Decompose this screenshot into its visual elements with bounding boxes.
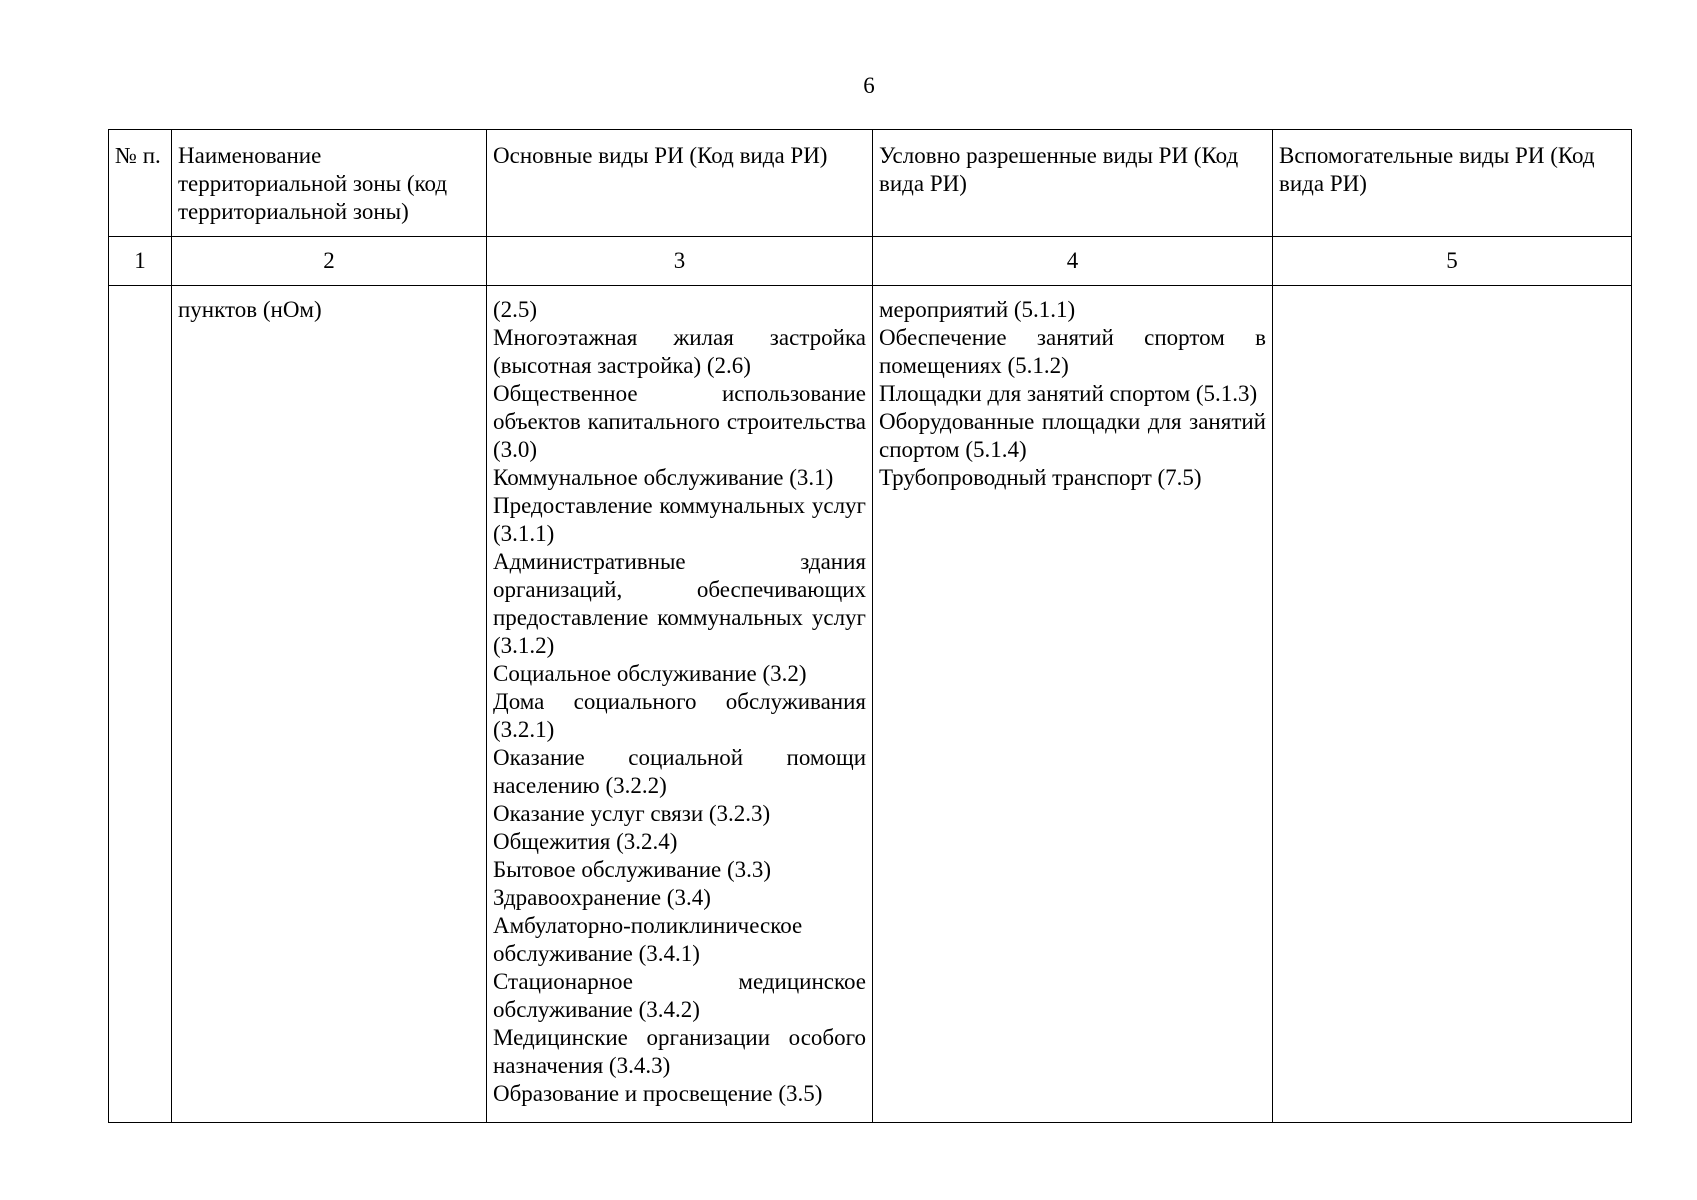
main-use-item: Бытовое обслуживание (3.3) [493, 857, 772, 882]
main-use-item: Многоэтажная жилая застройка (высотная застройка) (2.6) [493, 325, 866, 378]
conditional-uses-cell [873, 286, 1273, 1123]
header-cell-zone-name: Наименование территориальной зоны (код территориальной зоны) [172, 130, 487, 237]
main-use-item: Амбулаторно-поликлиническое обслуживание (3.4.1) [493, 913, 803, 966]
zone-name-cell: пунктов (нОм) [172, 286, 487, 1123]
column-number-cell: 4 [873, 237, 1273, 286]
conditional-use-item: Площадки для занятий спортом (5.1.3) [879, 381, 1258, 406]
main-use-item: Административные здания организаций, обеспечивающих предоставление коммунальных услуг (3.1.2) [493, 549, 866, 658]
main-use-item: Оказание социальной помощи населению (3.2.2) [493, 745, 866, 798]
column-number-cell: 5 [1273, 237, 1632, 286]
zoning-table [108, 129, 1632, 1123]
main-use-item: Общественное использование объектов капитального строительства (3.0) [493, 381, 866, 462]
conditional-use-item: Трубопроводный транспорт (7.5) [879, 465, 1202, 490]
header-cell-auxiliary-uses: Вспомогательные виды РИ (Код вида РИ) [1273, 130, 1632, 237]
header-cell-conditional-uses: Условно разрешенные виды РИ (Код вида РИ) [873, 130, 1273, 237]
auxiliary-uses-cell [1273, 286, 1632, 1123]
main-use-item: Коммунальное обслуживание (3.1) [493, 465, 834, 490]
main-use-item: Дома социального обслуживания (3.2.1) [493, 689, 866, 742]
main-use-item: Медицинские организации особого назначения (3.4.3) [493, 1025, 866, 1078]
header-cell-main-uses: Основные виды РИ (Код вида РИ) [487, 130, 873, 237]
table-row [109, 286, 1632, 1123]
main-use-item: Стационарное медицинское обслуживание (3.4.2) [493, 969, 866, 1022]
main-use-item: Социальное обслуживание (3.2) [493, 661, 807, 686]
page-number: 6 [863, 73, 875, 98]
main-use-item: Оказание услуг связи (3.2.3) [493, 801, 771, 826]
column-number-cell: 3 [487, 237, 873, 286]
conditional-use-item: мероприятий (5.1.1) [879, 297, 1076, 322]
main-use-item: Образование и просвещение (3.5) [493, 1081, 823, 1106]
main-use-item: (2.5) [493, 297, 538, 322]
main-use-item: Здравоохранение (3.4) [493, 885, 711, 910]
table-header-row [109, 130, 1632, 237]
column-number-row [109, 237, 1632, 286]
header-cell-number: № п. [109, 130, 172, 237]
main-use-item: Предоставление коммунальных услуг (3.1.1) [493, 493, 866, 546]
main-use-item: Общежития (3.2.4) [493, 829, 678, 854]
column-number-cell: 2 [172, 237, 487, 286]
main-uses-cell [487, 286, 873, 1123]
conditional-use-item: Оборудованные площадки для занятий спортом (5.1.4) [879, 409, 1266, 462]
column-number-cell: 1 [109, 237, 172, 286]
conditional-use-item: Обеспечение занятий спортом в помещениях (5.1.2) [879, 325, 1266, 378]
row-number-cell [109, 286, 172, 1123]
